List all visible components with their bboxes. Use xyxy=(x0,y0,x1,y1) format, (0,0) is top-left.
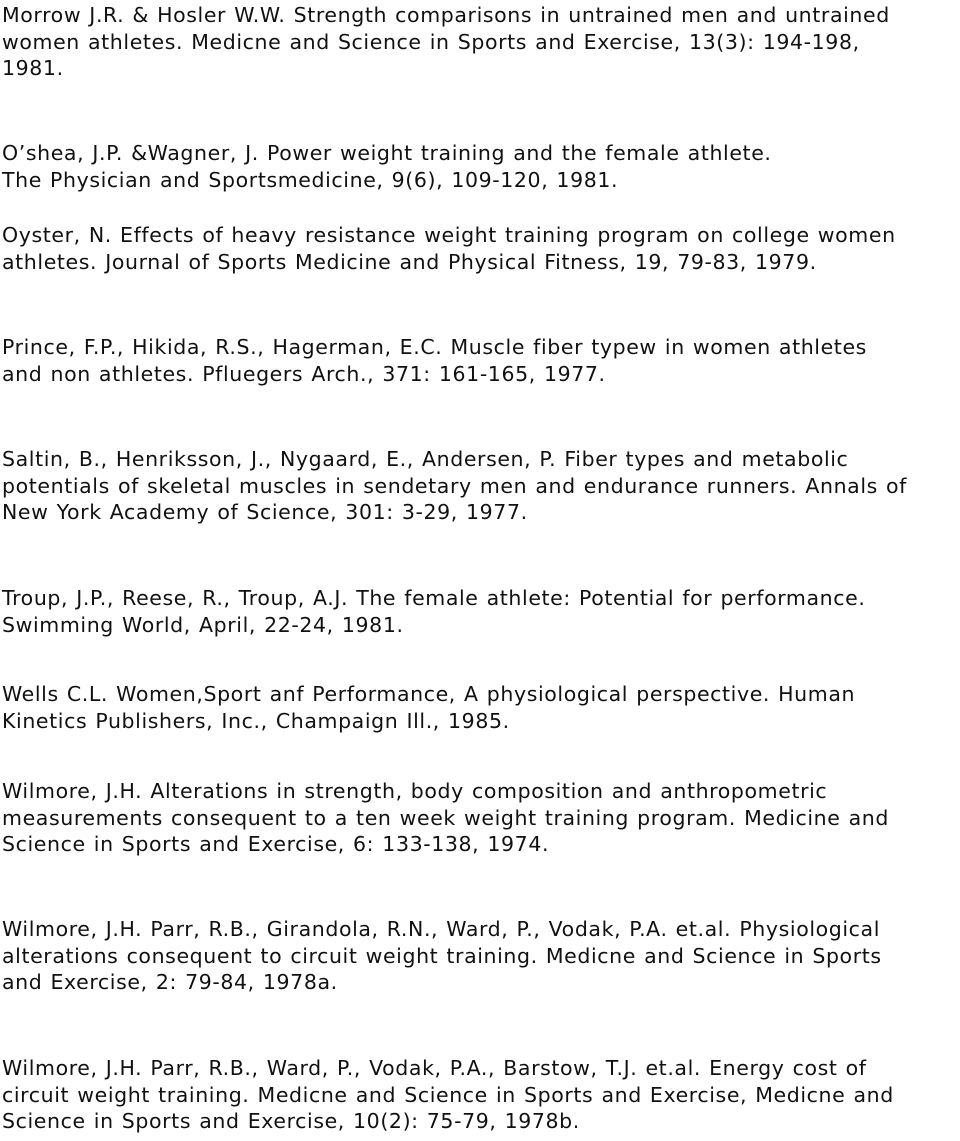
reference-line: Oyster, N. Effects of heavy resistance weight training program on college women xyxy=(2,223,896,247)
reference-morrow-1981 xyxy=(2,2,954,82)
reference-line: and non athletes. Pfluegers Arch., 371: 161-165, 1977. xyxy=(2,361,606,386)
reference-line: Science in Sports and Exercise, 10(2): 75-79, 1978b. xyxy=(2,1109,580,1133)
reference-wilmore-1978b xyxy=(2,1055,954,1135)
reference-line: Prince, F.P., Hikida, R.S., Hagerman, E.C. Muscle fiber typew in women athletes xyxy=(2,335,867,359)
reference-saltin-1977 xyxy=(2,446,954,526)
reference-oshea-1981 xyxy=(2,140,954,193)
reference-line: The Physician and Sportsmedicine, 9(6), 109-120, 1981. xyxy=(2,167,619,192)
reference-line: and Exercise, 2: 79-84, 1978a. xyxy=(2,970,338,994)
reference-line: athletes. Journal of Sports Medicine and Physical Fitness, 19, 79-83, 1979. xyxy=(2,249,817,274)
reference-line: alterations consequent to circuit weight training. Medicne and Science in Sports xyxy=(2,943,882,968)
reference-line: Kinetics Publishers, Inc., Champaign Ill., 1985. xyxy=(2,708,510,733)
reference-line: O’shea, J.P. &Wagner, J. Power weight training and the female athlete. xyxy=(2,141,772,165)
reference-line: New York Academy of Science, 301: 3-29, 1977. xyxy=(2,500,528,524)
reference-line: Saltin, B., Henriksson, J., Nygaard, E., Andersen, P. Fiber types and metabolic xyxy=(2,447,849,471)
reference-oyster-1979 xyxy=(2,222,954,275)
reference-line: Swimming World, April, 22-24, 1981. xyxy=(2,612,404,637)
reference-line: Wilmore, J.H. Parr, R.B., Girandola, R.N., Ward, P., Vodak, P.A. et.al. Physiological xyxy=(2,917,881,941)
reference-line: potentials of skeletal muscles in sendetary men and endurance runners. Annals of xyxy=(2,473,907,498)
reference-troup-1981 xyxy=(2,585,954,638)
reference-line: Troup, J.P., Reese, R., Troup, A.J. The female athlete: Potential for performance. xyxy=(2,586,866,610)
reference-wilmore-1974 xyxy=(2,778,954,858)
reference-prince-1977 xyxy=(2,334,954,387)
reference-line: Wilmore, J.H. Parr, R.B., Ward, P., Vodak, P.A., Barstow, T.J. et.al. Energy cost of xyxy=(2,1056,867,1080)
reference-line: circuit weight training. Medicne and Science in Sports and Exercise, Medicne and xyxy=(2,1082,894,1107)
reference-line: Morrow J.R. & Hosler W.W. Strength comparisons in untrained men and untrained xyxy=(2,3,890,27)
reference-wells-1985 xyxy=(2,681,954,734)
reference-line: women athletes. Medicne and Science in Sports and Exercise, 13(3): 194-198, xyxy=(2,29,860,54)
reference-line: 1981. xyxy=(2,56,64,80)
reference-line: Science in Sports and Exercise, 6: 133-138, 1974. xyxy=(2,832,550,856)
reference-line: Wilmore, J.H. Alterations in strength, body composition and anthropometric xyxy=(2,779,828,803)
reference-wilmore-1978a xyxy=(2,916,954,996)
reference-line: measurements consequent to a ten week weight training program. Medicine and xyxy=(2,805,889,830)
reference-line: Wells C.L. Women,Sport anf Performance, A physiological perspective. Human xyxy=(2,682,856,706)
